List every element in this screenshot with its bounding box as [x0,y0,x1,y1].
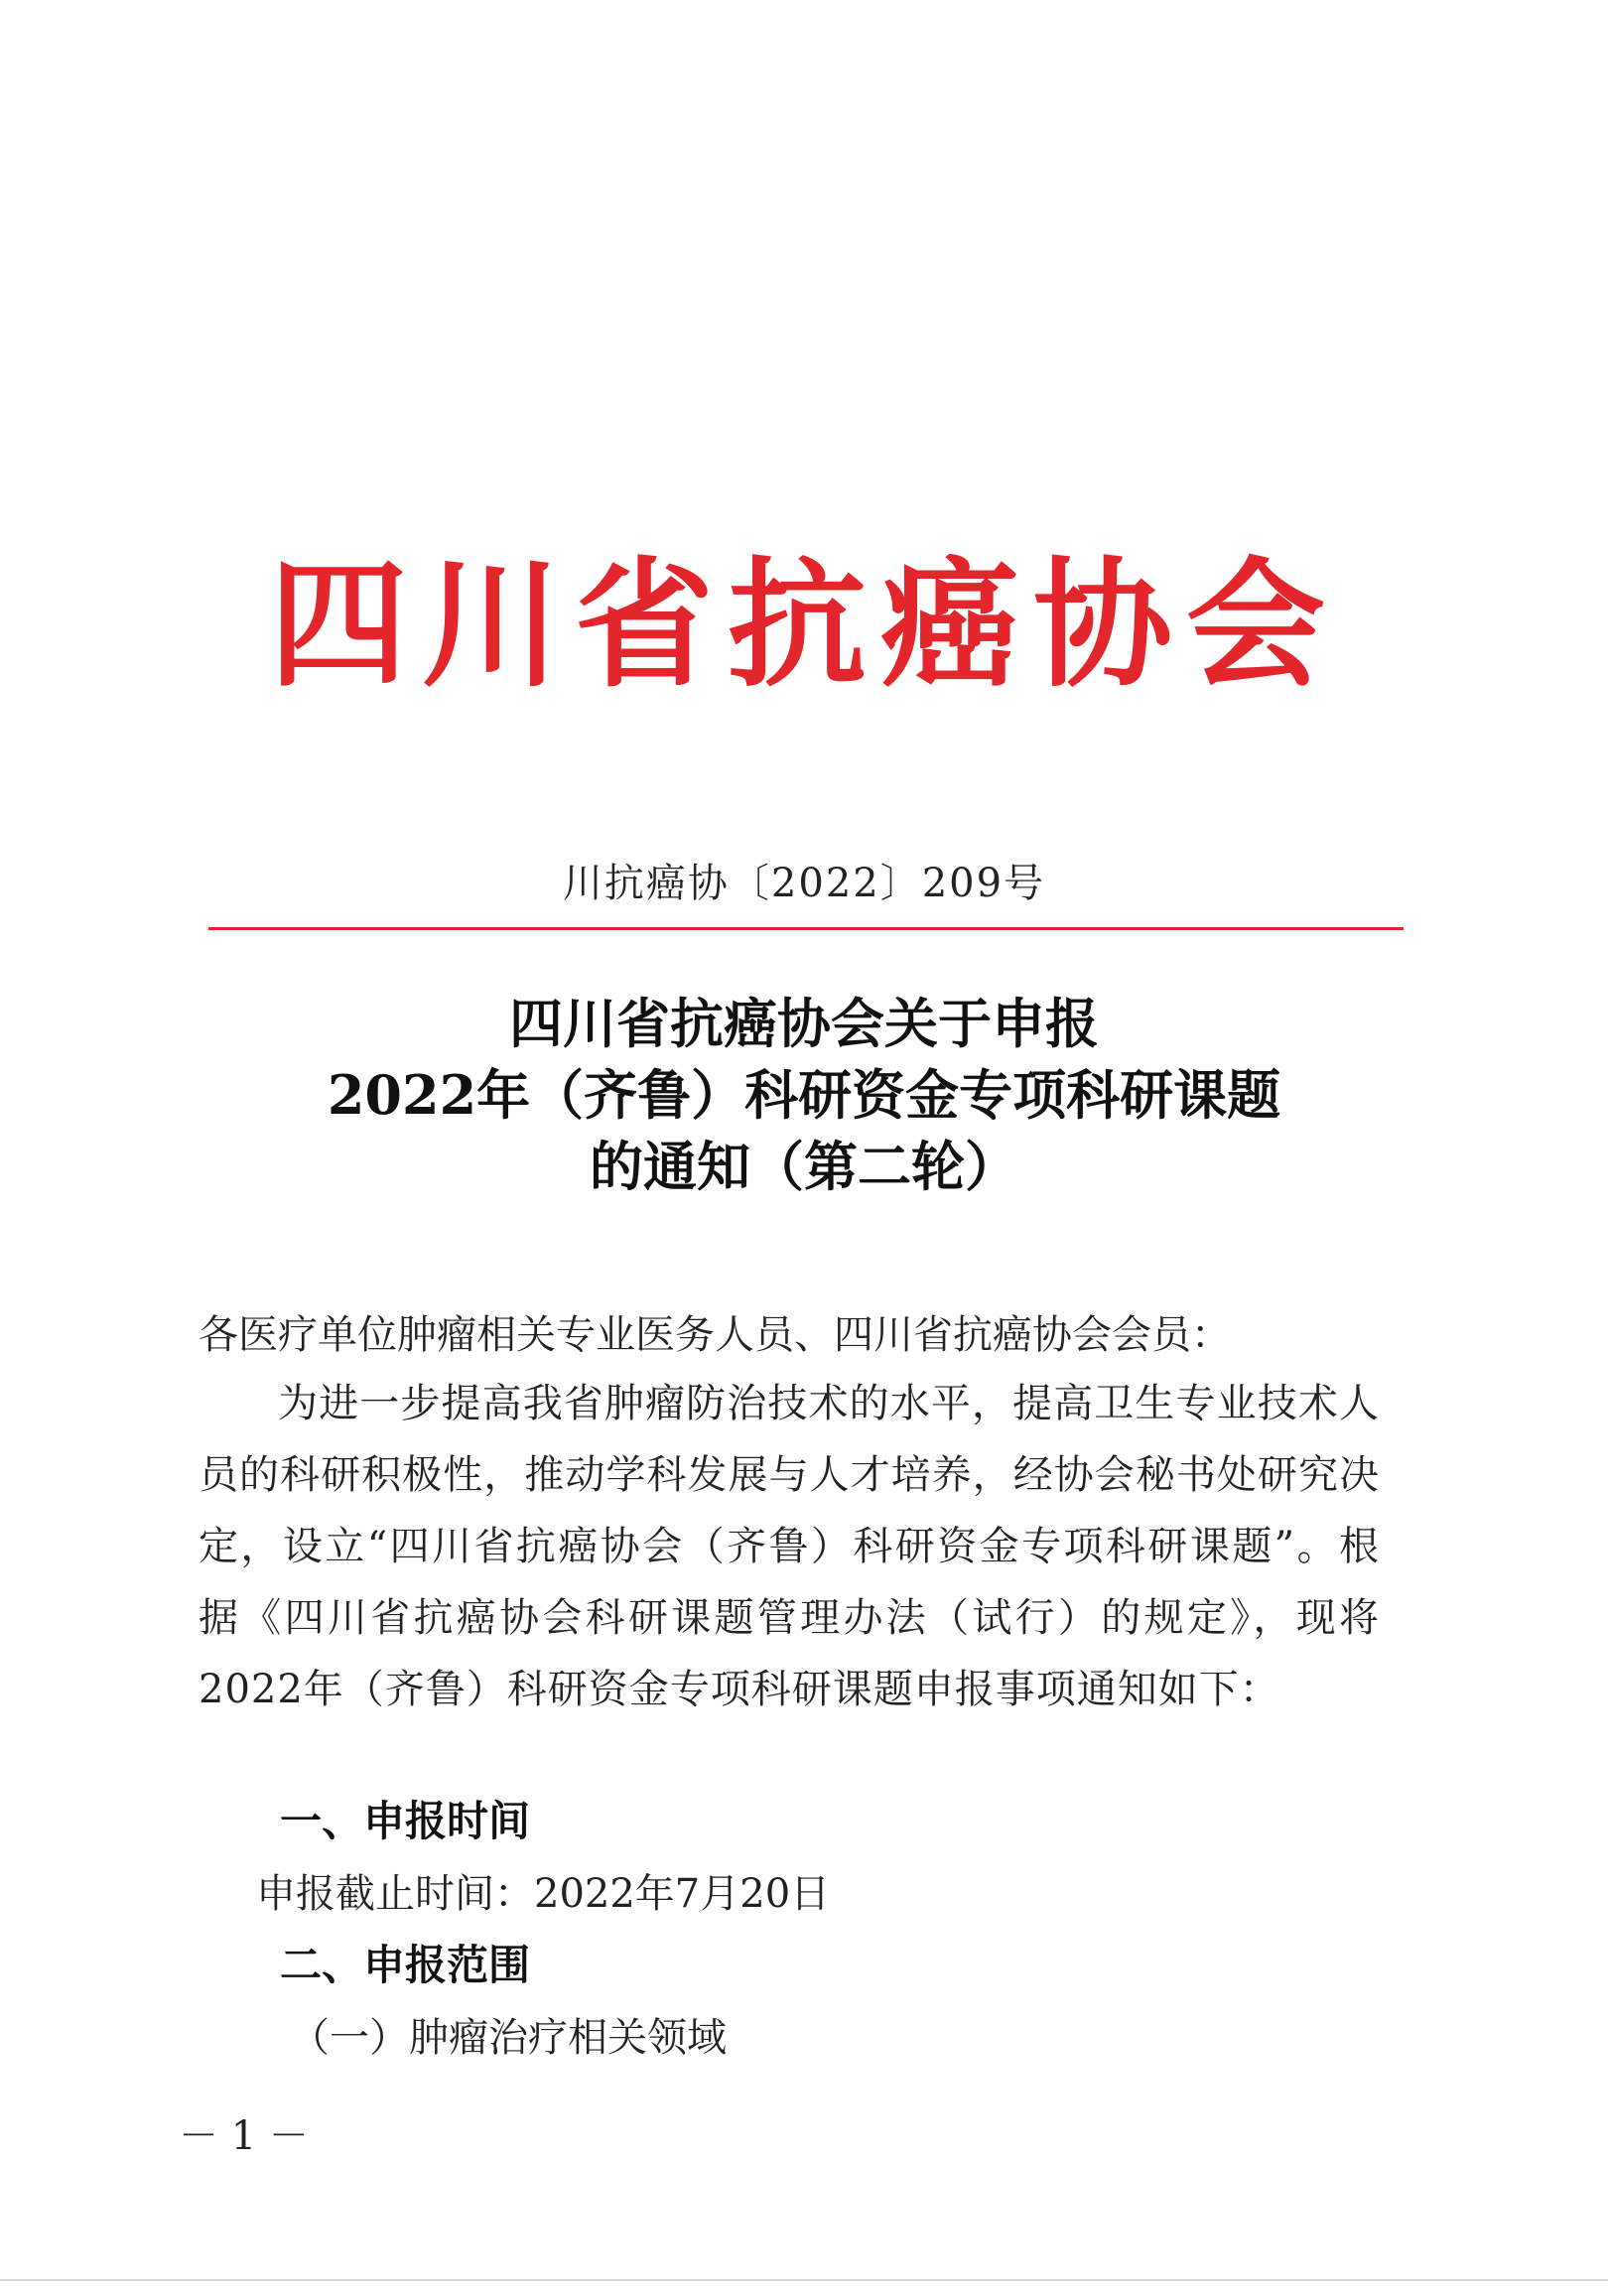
salutation: 各医疗单位肿瘤相关专业医务人员、四川省抗癌协会会员： [199,1312,1231,1358]
intro-paragraph: 为进一步提高我省肿瘤防治技术的水平，提高卫生专业技术人员的科研积极性，推动学科发展与人才培养，经协会秘书处研究决定，设立“四川省抗癌协会（齐鲁）科研资金专项科研课题”。根据《四川省抗癌协会科研课题管理办法（试行）的规定》，现将2022年（齐鲁）科研资金专项科研课题申报事项通知如下： [199,1381,1380,1712]
application-deadline: 申报截止时间：2022年7月20日 [256,1871,831,1917]
page-number: － 1 － [179,2113,309,2159]
organization-letterhead: 四川省抗癌协会 [268,544,1339,707]
notice-title-line-1: 四川省抗癌协会关于申报 [509,992,1099,1055]
red-divider-line [208,927,1404,930]
document-number: 川抗癌协〔2022〕209号 [562,861,1046,906]
notice-title [179,988,1429,1202]
subsection-tumor-treatment: （一）肿瘤治疗相关领域 [290,2015,727,2061]
notice-title-line-2: 2022年（齐鲁）科研资金专项科研课题 [327,1063,1281,1127]
notice-title-line-3: 的通知（第二轮） [590,1135,1018,1198]
scan-edge-line [0,2279,1608,2281]
section-heading-application-scope: 二、申报范围 [280,1941,531,1989]
section-heading-application-time: 一、申报时间 [280,1797,531,1845]
